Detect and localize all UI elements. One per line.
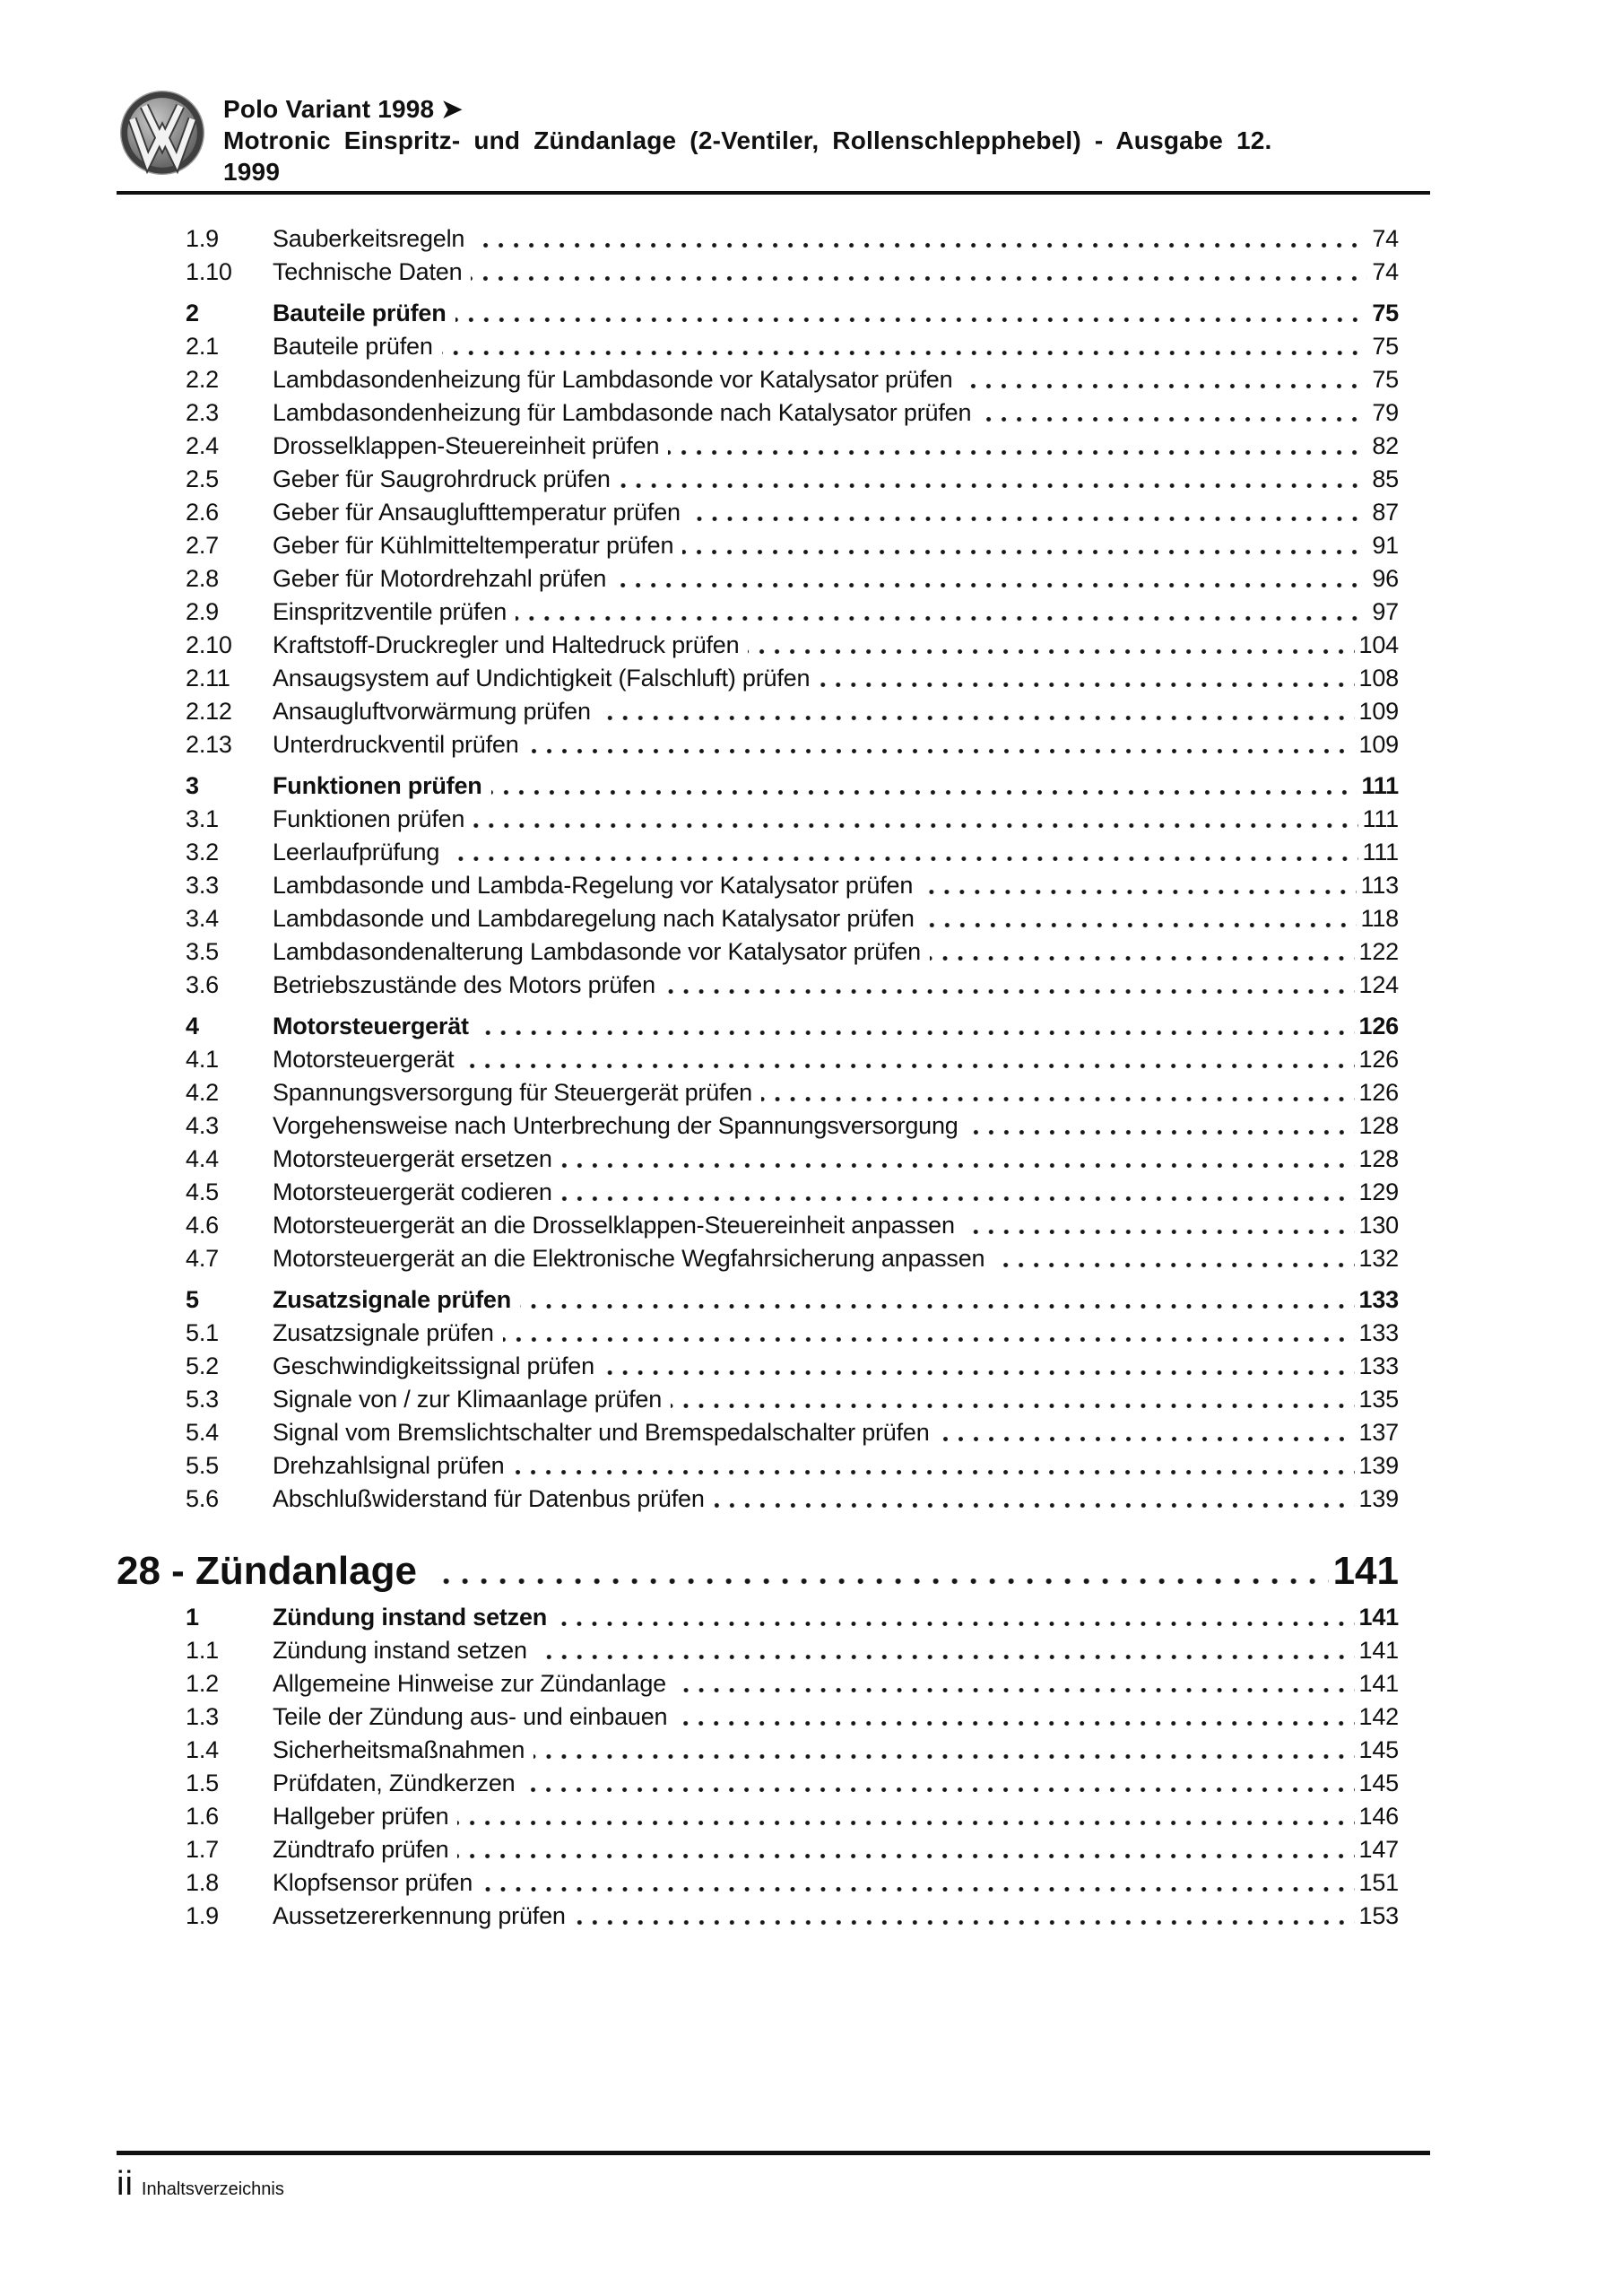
toc-row xyxy=(117,297,1399,330)
toc-entry-number: 1.5 xyxy=(186,1770,219,1796)
toc-entry-number: 2.2 xyxy=(186,366,219,393)
toc-entry-page: 132 xyxy=(1358,1245,1399,1272)
dot-leader xyxy=(930,935,1355,969)
dot-leader xyxy=(536,1634,1355,1667)
header-rule xyxy=(117,191,1430,195)
toc-entry-page: 126 xyxy=(1358,1013,1399,1039)
toc-entry-page: 141 xyxy=(1358,1637,1399,1664)
toc-entry-title: Geber für Saugrohrdruck prüfen xyxy=(273,465,611,492)
dot-leader xyxy=(664,969,1355,1002)
dot-leader xyxy=(478,1010,1355,1043)
toc-row xyxy=(117,562,1399,596)
toc-entry-page: 135 xyxy=(1358,1386,1399,1413)
toc-row xyxy=(117,1076,1399,1109)
toc-entry-title: Motorsteuergerät xyxy=(273,1013,469,1039)
toc-entry-number: 2.11 xyxy=(186,665,230,691)
toc-row xyxy=(117,1800,1399,1833)
toc-entry-page: 130 xyxy=(1358,1212,1399,1239)
toc-entry-number: 4.5 xyxy=(186,1178,219,1205)
toc-entry-page: 129 xyxy=(1358,1178,1399,1205)
toc-entry-number: 5.1 xyxy=(186,1319,219,1346)
toc-entry-title: Kraftstoff-Druckregler und Haltedruck prüfen xyxy=(273,631,740,658)
dot-leader xyxy=(442,330,1368,363)
toc-entry-page: 97 xyxy=(1372,598,1399,625)
toc-row xyxy=(117,629,1399,662)
dot-leader xyxy=(676,1700,1354,1734)
toc-entry-page: 145 xyxy=(1358,1736,1399,1763)
dot-leader xyxy=(457,1800,1354,1833)
dot-leader xyxy=(457,1833,1354,1866)
toc-row xyxy=(117,596,1399,629)
toc-entry-page: 108 xyxy=(1358,665,1399,691)
toc-row xyxy=(117,1109,1399,1143)
toc-entry-page: 75 xyxy=(1372,300,1399,326)
toc-entry-title: Vorgehensweise nach Unterbrechung der Spannungsversorgung xyxy=(273,1112,958,1139)
toc-entry-page: 75 xyxy=(1372,333,1399,360)
toc-entry-number: 3.6 xyxy=(186,971,219,998)
toc-entry-number: 4.1 xyxy=(186,1046,219,1073)
toc-entry-page: 128 xyxy=(1358,1112,1399,1139)
toc-entry-page: 85 xyxy=(1372,465,1399,492)
dot-leader xyxy=(961,363,1367,396)
toc-entry-number: 2 xyxy=(186,300,199,326)
toc-row xyxy=(117,1866,1399,1900)
header-title-line-2: Motronic Einspritz- und Zündanlage (2-Ventiler, Rollenschlepphebel) - Ausgabe 12. xyxy=(223,126,1272,154)
toc-entry-title: Geber für Ansauglufttemperatur prüfen xyxy=(273,499,681,526)
toc-entry-number: 2.6 xyxy=(186,499,219,526)
toc-entry-page: 153 xyxy=(1358,1902,1399,1929)
dot-leader xyxy=(575,1900,1355,1933)
dot-leader xyxy=(761,1076,1355,1109)
toc-entry-page: 139 xyxy=(1358,1452,1399,1479)
toc-entry-title: Signal vom Bremslichtschalter und Bremspedalschalter prüfen xyxy=(273,1419,930,1446)
toc-entry-page: 124 xyxy=(1358,971,1399,998)
toc-entry-number: 1.3 xyxy=(186,1703,219,1730)
toc-entry-page: 126 xyxy=(1358,1046,1399,1073)
toc-entry-title: Lambdasonde und Lambda-Regelung vor Katalysator prüfen xyxy=(273,872,914,899)
dot-leader xyxy=(533,1734,1354,1767)
dot-leader xyxy=(455,297,1368,330)
toc-entry-page: 109 xyxy=(1358,731,1399,758)
toc-entry-title: Motorsteuergerät an die Drosselklappen-Steuereinheit anpassen xyxy=(273,1212,955,1239)
toc-entry-number: 2.9 xyxy=(186,598,219,625)
toc-entry-page: 79 xyxy=(1372,399,1399,426)
toc-entry-title: Betriebszustände des Motors prüfen xyxy=(273,971,655,998)
toc-entry-number: 3.5 xyxy=(186,938,219,965)
toc-entry-page: 146 xyxy=(1358,1803,1399,1830)
toc-entry-number: 1.7 xyxy=(186,1836,219,1863)
toc-entry-page: 147 xyxy=(1358,1836,1399,1863)
toc-entry-title: Aussetzererkennung prüfen xyxy=(273,1902,566,1929)
toc-entry-title: Lambdasondenheizung für Lambdasonde vor Katalysator prüfen xyxy=(273,366,953,393)
toc-entry-title: Geber für Motordrehzahl prüfen xyxy=(273,565,607,592)
toc-entry-title: Zündtrafo prüfen xyxy=(273,1836,449,1863)
dot-leader xyxy=(473,803,1357,836)
toc-row xyxy=(117,695,1399,728)
toc-entry-page: 111 xyxy=(1362,805,1399,832)
toc-entry-number: 1.8 xyxy=(186,1869,219,1896)
toc-entry-title: Motorsteuergerät xyxy=(273,1046,455,1073)
toc-entry-page: 139 xyxy=(1358,1485,1399,1512)
toc-entry-number: 4.3 xyxy=(186,1112,219,1139)
toc-entry-number: 4.6 xyxy=(186,1212,219,1239)
toc-row xyxy=(117,1483,1399,1516)
toc-entry-title: Ansaugluftvorwärmung prüfen xyxy=(273,698,591,725)
toc-entry-page: 145 xyxy=(1358,1770,1399,1796)
toc-entry-page: 104 xyxy=(1358,631,1399,658)
dot-leader xyxy=(980,396,1367,430)
toc-row xyxy=(117,1176,1399,1209)
toc-entry-title: Lambdasonde und Lambdaregelung nach Katalysator prüfen xyxy=(273,905,915,932)
toc-row xyxy=(117,969,1399,1002)
dot-leader xyxy=(431,1550,1329,1593)
dot-leader xyxy=(463,1043,1354,1076)
toc-row xyxy=(117,1601,1399,1634)
toc-entry-page: 113 xyxy=(1360,872,1399,899)
toc-entry-page: 96 xyxy=(1372,565,1399,592)
dot-leader xyxy=(924,902,1357,935)
table-of-contents xyxy=(117,222,1399,1933)
toc-entry-number: 2.4 xyxy=(186,432,219,459)
toc-row xyxy=(117,463,1399,496)
toc-entry-page: 126 xyxy=(1358,1079,1399,1106)
toc-entry-number: 3.2 xyxy=(186,839,219,865)
toc-entry-page: 111 xyxy=(1361,772,1399,799)
toc-row xyxy=(117,662,1399,695)
dot-leader xyxy=(615,562,1367,596)
dot-leader xyxy=(603,1350,1355,1383)
toc-entry-page: 87 xyxy=(1372,499,1399,526)
dot-leader xyxy=(967,1109,1355,1143)
toc-entry-number: 5.3 xyxy=(186,1386,219,1413)
toc-row xyxy=(117,1010,1399,1043)
toc-entry-number: 5.6 xyxy=(186,1485,219,1512)
toc-entry-page: 75 xyxy=(1372,366,1399,393)
dot-leader xyxy=(561,1176,1355,1209)
toc-entry-number: 5.4 xyxy=(186,1419,219,1446)
toc-entry-number: 1.9 xyxy=(186,1902,219,1929)
toc-entry-page: 74 xyxy=(1372,258,1399,285)
toc-entry-number: 1.4 xyxy=(186,1736,219,1763)
toc-row xyxy=(117,1449,1399,1483)
toc-entry-page: 118 xyxy=(1360,905,1399,932)
toc-row xyxy=(117,1667,1399,1700)
toc-row xyxy=(117,1283,1399,1317)
toc-entry-number: 5.2 xyxy=(186,1352,219,1379)
toc-entry-title: Geschwindigkeitssignal prüfen xyxy=(273,1352,594,1379)
toc-row xyxy=(117,1242,1399,1275)
toc-entry-page: 141 xyxy=(1332,1549,1399,1593)
toc-entry-title: Teile der Zündung aus- und einbauen xyxy=(273,1703,668,1730)
toc-entry-title: Drehzahlsignal prüfen xyxy=(273,1452,505,1479)
toc-row xyxy=(117,222,1399,256)
toc-entry-number: 1.1 xyxy=(186,1637,219,1664)
toc-entry-page: 109 xyxy=(1358,698,1399,725)
toc-entry-title: Geber für Kühlmitteltemperatur prüfen xyxy=(273,532,674,559)
toc-row xyxy=(117,496,1399,529)
toc-entry-title: Zusatzsignale prüfen xyxy=(273,1286,512,1313)
dot-leader xyxy=(682,529,1367,562)
toc-entry-title: Technische Daten xyxy=(273,258,463,285)
toc-entry-number: 2.8 xyxy=(186,565,219,592)
dot-leader xyxy=(600,695,1355,728)
toc-entry-title: Zündung instand setzen xyxy=(273,1604,548,1631)
toc-entry-title: Leerlaufprüfung xyxy=(273,839,440,865)
dot-leader xyxy=(964,1209,1355,1242)
toc-entry-number: 1.6 xyxy=(186,1803,219,1830)
toc-entry-number: 5 xyxy=(186,1286,199,1313)
dot-leader xyxy=(516,596,1367,629)
dot-leader xyxy=(690,496,1367,529)
toc-entry-title: Einspritzventile prüfen xyxy=(273,598,507,625)
dot-leader xyxy=(671,1383,1354,1416)
toc-entry-title: Abschlußwiderstand für Datenbus prüfen xyxy=(273,1485,705,1512)
dot-leader xyxy=(513,1449,1354,1483)
toc-entry-number: 2.7 xyxy=(186,532,219,559)
toc-entry-page: 141 xyxy=(1358,1670,1399,1697)
dot-leader xyxy=(819,662,1354,695)
toc-chapter-row xyxy=(117,1550,1399,1593)
toc-entry-title: Klopfsensor prüfen xyxy=(273,1869,473,1896)
toc-entry-page: 133 xyxy=(1358,1286,1399,1313)
toc-row xyxy=(117,330,1399,363)
toc-row xyxy=(117,1634,1399,1667)
toc-row xyxy=(117,1350,1399,1383)
footer-page-number: ii xyxy=(117,2165,134,2203)
toc-entry-title: Zusatzsignale prüfen xyxy=(273,1319,494,1346)
toc-entry-number: 1.10 xyxy=(186,258,232,285)
toc-row xyxy=(117,363,1399,396)
toc-entry-title: 28 - Zündanlage xyxy=(117,1549,417,1593)
header-title-line-3: 1999 xyxy=(223,158,281,186)
toc-entry-number: 5.5 xyxy=(186,1452,219,1479)
toc-entry-number: 2.3 xyxy=(186,399,219,426)
dot-leader xyxy=(714,1483,1355,1516)
toc-entry-page: 74 xyxy=(1372,225,1399,252)
toc-entry-title: Spannungsversorgung für Steuergerät prüfen xyxy=(273,1079,752,1106)
dot-leader xyxy=(491,770,1357,803)
toc-entry-title: Ansaugsystem auf Undichtigkeit (Falschluft) prüfen xyxy=(273,665,811,691)
toc-row xyxy=(117,803,1399,836)
toc-row xyxy=(117,869,1399,902)
dot-leader xyxy=(471,256,1367,289)
toc-entry-number: 1 xyxy=(186,1604,199,1631)
toc-row xyxy=(117,1209,1399,1242)
dot-leader xyxy=(473,222,1367,256)
toc-entry-page: 142 xyxy=(1358,1703,1399,1730)
dot-leader xyxy=(922,869,1356,902)
toc-entry-page: 111 xyxy=(1362,839,1399,865)
toc-entry-title: Motorsteuergerät an die Elektronische Wegfahrsicherung anpassen xyxy=(273,1245,985,1272)
dot-leader xyxy=(503,1317,1355,1350)
toc-entry-page: 122 xyxy=(1358,938,1399,965)
toc-entry-title: Drosselklappen-Steuereinheit prüfen xyxy=(273,432,660,459)
toc-entry-title: Signale von / zur Klimaanlage prüfen xyxy=(273,1386,663,1413)
toc-entry-number: 1.2 xyxy=(186,1670,219,1697)
toc-entry-title: Sicherheitsmaßnahmen xyxy=(273,1736,525,1763)
toc-entry-page: 137 xyxy=(1358,1419,1399,1446)
dot-leader xyxy=(448,836,1357,869)
toc-row xyxy=(117,728,1399,761)
header-title-line-1: Polo Variant 1998 ➤ xyxy=(223,95,463,123)
toc-row xyxy=(117,1416,1399,1449)
toc-row xyxy=(117,1767,1399,1800)
toc-entry-title: Lambdasondenheizung für Lambdasonde nach Katalysator prüfen xyxy=(273,399,972,426)
toc-row xyxy=(117,1317,1399,1350)
toc-row xyxy=(117,1043,1399,1076)
toc-entry-page: 133 xyxy=(1358,1352,1399,1379)
footer-rule xyxy=(117,2151,1430,2155)
dot-leader xyxy=(524,1767,1354,1800)
footer-section-label: Inhaltsverzeichnis xyxy=(141,2179,284,2199)
toc-entry-title: Funktionen prüfen xyxy=(273,805,465,832)
header-title xyxy=(223,93,1272,187)
toc-entry-title: Unterdruckventil prüfen xyxy=(273,731,519,758)
toc-entry-number: 3.1 xyxy=(186,805,219,832)
dot-leader xyxy=(561,1143,1355,1176)
toc-row xyxy=(117,902,1399,935)
toc-entry-number: 2.5 xyxy=(186,465,219,492)
toc-entry-title: Prüfdaten, Zündkerzen xyxy=(273,1770,516,1796)
dot-leader xyxy=(939,1416,1355,1449)
vw-logo-icon xyxy=(119,90,205,176)
toc-entry-page: 82 xyxy=(1372,432,1399,459)
toc-entry-page: 128 xyxy=(1358,1145,1399,1172)
dot-leader xyxy=(748,629,1354,662)
dot-leader xyxy=(993,1242,1354,1275)
toc-entry-title: Bauteile prüfen xyxy=(273,333,433,360)
dot-leader xyxy=(668,430,1367,463)
toc-row xyxy=(117,1383,1399,1416)
toc-row xyxy=(117,770,1399,803)
toc-entry-number: 4.7 xyxy=(186,1245,219,1272)
toc-row xyxy=(117,1900,1399,1933)
toc-entry-title: Motorsteuergerät codieren xyxy=(273,1178,552,1205)
toc-entry-number: 4.2 xyxy=(186,1079,219,1106)
toc-row xyxy=(117,430,1399,463)
toc-entry-number: 3.4 xyxy=(186,905,219,932)
dot-leader xyxy=(520,1283,1355,1317)
toc-entry-number: 2.1 xyxy=(186,333,219,360)
toc-entry-title: Lambdasondenalterung Lambdasonde vor Katalysator prüfen xyxy=(273,938,921,965)
dot-leader xyxy=(675,1667,1355,1700)
toc-entry-title: Motorsteuergerät ersetzen xyxy=(273,1145,552,1172)
dot-leader xyxy=(528,728,1355,761)
toc-entry-number: 2.12 xyxy=(186,698,232,725)
toc-row xyxy=(117,836,1399,869)
toc-row xyxy=(117,529,1399,562)
toc-entry-page: 133 xyxy=(1358,1319,1399,1346)
dot-leader xyxy=(556,1601,1354,1634)
toc-entry-number: 2.13 xyxy=(186,731,232,758)
toc-row xyxy=(117,1833,1399,1866)
toc-entry-number: 3.3 xyxy=(186,872,219,899)
toc-entry-page: 151 xyxy=(1358,1869,1399,1896)
footer xyxy=(117,2151,1430,2202)
toc-row xyxy=(117,1734,1399,1767)
toc-entry-title: Allgemeine Hinweise zur Zündanlage xyxy=(273,1670,666,1697)
toc-entry-title: Sauberkeitsregeln xyxy=(273,225,465,252)
toc-entry-number: 1.9 xyxy=(186,225,219,252)
toc-row xyxy=(117,935,1399,969)
toc-row xyxy=(117,256,1399,289)
toc-entry-title: Hallgeber prüfen xyxy=(273,1803,449,1830)
toc-entry-number: 4 xyxy=(186,1013,199,1039)
dot-leader xyxy=(620,463,1368,496)
toc-row xyxy=(117,396,1399,430)
toc-entry-page: 141 xyxy=(1358,1604,1399,1631)
toc-entry-title: Bauteile prüfen xyxy=(273,300,447,326)
toc-entry-title: Zündung instand setzen xyxy=(273,1637,527,1664)
toc-row xyxy=(117,1700,1399,1734)
dot-leader xyxy=(481,1866,1355,1900)
toc-entry-number: 4.4 xyxy=(186,1145,219,1172)
toc-row xyxy=(117,1143,1399,1176)
toc-entry-page: 91 xyxy=(1372,532,1399,559)
toc-entry-number: 2.10 xyxy=(186,631,232,658)
toc-entry-number: 3 xyxy=(186,772,199,799)
toc-entry-title: Funktionen prüfen xyxy=(273,772,482,799)
